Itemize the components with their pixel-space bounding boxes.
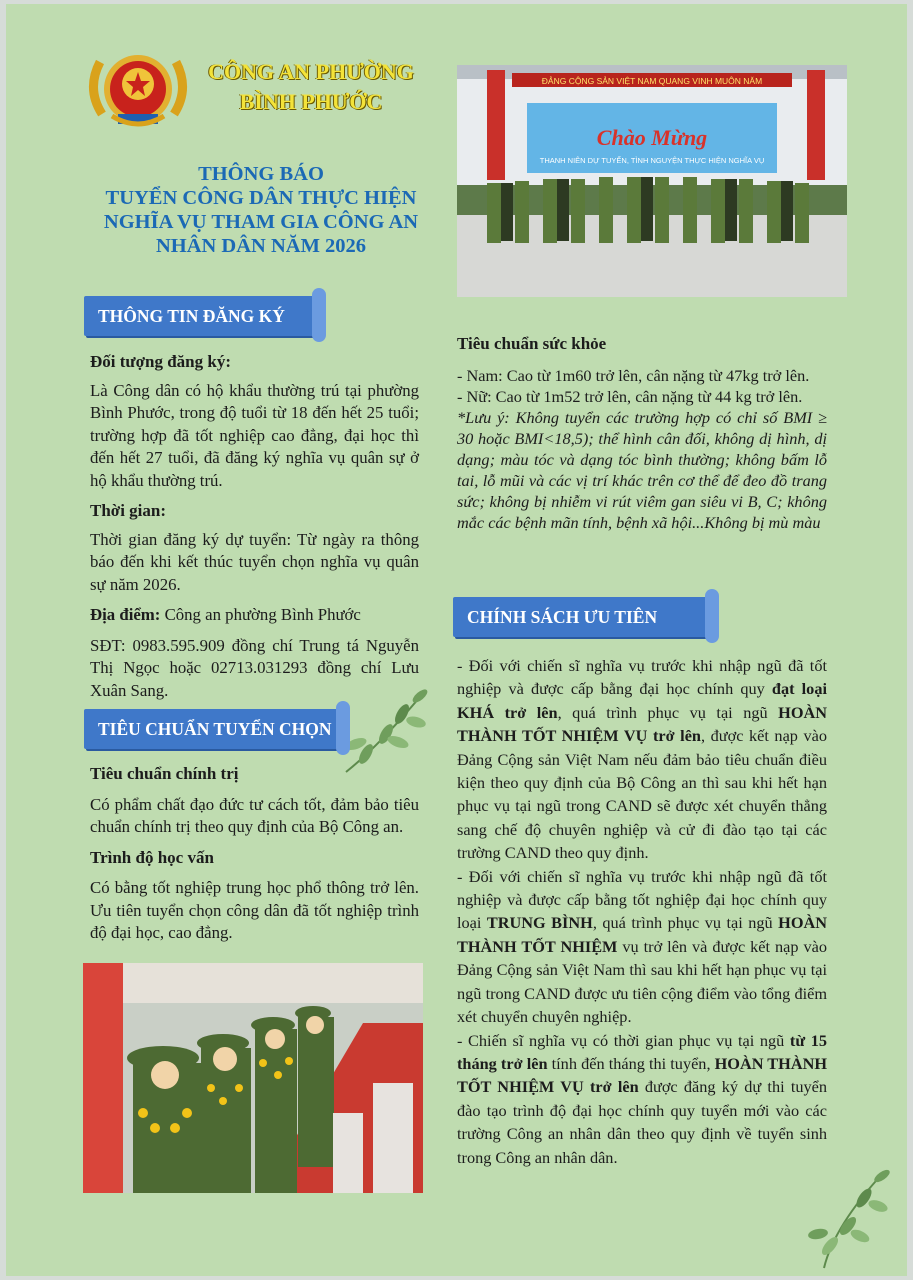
place-label: Địa điểm: xyxy=(90,605,161,624)
policy-emphasis: đạt loại KHÁ trở lên xyxy=(457,679,827,722)
notice-title-line: TUYỂN CÔNG DÂN THỰC HIỆN xyxy=(105,187,417,209)
policy-banner xyxy=(453,597,711,637)
subject-text: Là Công dân có hộ khẩu thường trú tại phường Bình Phước, trong độ tuổi từ 18 đến hết 25 tuổi; trường hợp đã tốt nghiệp cao đẳng, đại học thì đến hết 27 tuổi, đã đăng ký nghĩa vụ quân sự ở hộ khẩu thường trú. xyxy=(90,380,419,490)
criteria-banner xyxy=(84,709,342,749)
place-line xyxy=(90,604,419,627)
policy-text: , quá trình phục vụ tại ngũ xyxy=(557,702,779,722)
criteria-banner-label: TIÊU CHUẨN TUYỂN CHỌN xyxy=(98,719,332,739)
recruits-parade-photo xyxy=(83,963,423,1193)
notice-title-line: NHÂN DÂN NĂM 2026 xyxy=(155,235,367,257)
banner-scroll-curl xyxy=(336,701,350,755)
policy-text: , quá trình phục vụ tại ngũ xyxy=(592,913,779,933)
health-title: Tiêu chuẩn sức khỏe xyxy=(457,334,607,353)
policy-item-2 xyxy=(457,865,827,1029)
political-text: Có phẩm chất đạo đức tư cách tốt, đảm bảo tiêu chuẩn chính trị theo quy định của Bộ Công an. xyxy=(90,794,419,836)
registration-section xyxy=(90,351,419,702)
policy-text: - Đối với chiến sĩ nghĩa vụ trước khi nhập ngũ đã tốt nghiệp và được cấp bằng đại học chính quy xyxy=(457,656,827,699)
organization-name xyxy=(196,57,426,117)
policy-banner-label: CHÍNH SÁCH ƯU TIÊN xyxy=(467,607,658,627)
policy-emphasis: HOÀN THÀNH TỐT NHIỆM xyxy=(457,913,827,956)
registration-banner-label: THÔNG TIN ĐĂNG KÝ xyxy=(98,306,285,326)
police-emblem-icon xyxy=(82,44,194,134)
health-section xyxy=(457,333,827,533)
banner-scroll-curl xyxy=(312,288,326,342)
photo-top-banner: ĐẢNG CỘNG SẢN VIỆT NAM QUANG VINH MUÔN NĂM xyxy=(541,76,763,86)
org-line-2: BÌNH PHƯỚC xyxy=(239,89,383,114)
notice-title xyxy=(66,162,456,258)
policy-section xyxy=(457,654,827,1169)
criteria-section xyxy=(90,763,419,945)
registration-banner xyxy=(84,296,318,336)
policy-emphasis: HOÀN THÀNH TỐT NHIỆM VỤ trở lên xyxy=(457,1053,828,1097)
subject-title: Đối tượng đăng ký: xyxy=(90,352,232,371)
health-note: *Lưu ý: Không tuyển các trường hợp có chỉ số BMI ≥ 30 hoặc BMI<18,5); thể hình cân đối, không dị hình, dị dạng; màu tóc và dạng tóc bình thường; không bấm lỗ tai, lỗ mũi và các vị trí khác trên cơ thể để đeo đồ trang sức; không bị nhiễm vi rút viêm gan siêu vi B, C; không mắc các bệnh mãn tính, bệnh xã hội...Không bị mù màu xyxy=(457,408,827,532)
notice-title-line: NGHĨA VỤ THAM GIA CÔNG AN xyxy=(103,211,419,233)
policy-text: , được kết nạp vào Đảng Cộng sản Việt Nam nếu đảm bảo tiêu chuẩn điều kiện theo quy định của Bộ Công an thì sau khi hết hạn phục vụ tại ngũ trong CAND sẽ được xét chuyển thẳng sang chế độ chuyên nghiệp và cử đi đào tạo tại các trường CAND theo quy định. xyxy=(457,726,828,863)
policy-text: - Đối với chiến sĩ nghĩa vụ trước khi nhập ngũ đã tốt nghiệp và được cấp bằng tốt nghiệp đại học chính quy loại xyxy=(457,866,827,933)
recruits-ceremony-photo xyxy=(457,65,847,297)
policy-text: được đăng ký dự thi tuyển đào tạo trình độ đại học chính quy tuyển mới vào các trường Công an nhân dân theo quy định về tuyển sinh trong Công an nhân dân. xyxy=(457,1077,827,1167)
policy-emphasis: HOÀN THÀNH TỐT NHIỆM VỤ trở lên xyxy=(457,702,827,746)
photo-welcome-text: Chào Mừng xyxy=(596,125,708,150)
notice-title-line: THÔNG BÁO xyxy=(198,163,324,185)
education-text: Có bằng tốt nghiệp trung học phổ thông trở lên. Ưu tiên tuyển chọn công dân đã tốt nghiệp trình độ đại học, cao đẳng. xyxy=(90,878,419,942)
place-value: Công an phường Bình Phước xyxy=(160,605,361,624)
flyer-page xyxy=(6,4,907,1276)
policy-text: vụ trở lên và được kết nạp vào Đảng Cộng sản Việt Nam thì sau khi hết hạn phục vụ tại ngũ trong CAND được ưu tiên cộng điểm vào tổng điểm xét chuyển chuyên nghiệp. xyxy=(457,936,828,1027)
education-title: Trình độ học vấn xyxy=(90,847,214,867)
org-line-1: CÔNG AN PHƯỜNG xyxy=(208,59,414,84)
health-female: - Nữ: Cao từ 1m52 trở lên, cân nặng từ 44 kg trở lên. xyxy=(457,387,803,406)
policy-emphasis: TRUNG BÌNH xyxy=(486,913,593,933)
phone-text: SĐT: 0983.595.909 đồng chí Trung tá Nguyễn Thị Ngọc hoặc 02713.031293 đồng chí Lưu Xuân Sang. xyxy=(90,635,419,700)
leaf-branch-icon xyxy=(804,1166,894,1270)
photo-subtitle: THANH NIÊN DỰ TUYỂN, TÌNH NGUYỆN THỰC HIỆN NGHĨA VỤ xyxy=(539,156,765,165)
time-title: Thời gian: xyxy=(90,501,167,520)
political-title: Tiêu chuẩn chính trị xyxy=(90,764,239,783)
health-male: - Nam: Cao từ 1m60 trở lên, cân nặng từ 47kg trở lên. xyxy=(457,366,810,385)
policy-item-3 xyxy=(457,1029,827,1169)
time-text: Thời gian đăng ký dự tuyển: Từ ngày ra thông báo đến khi kết thúc tuyển chọn nghĩa vụ quân sự năm 2026. xyxy=(90,529,419,594)
policy-text: - Chiến sĩ nghĩa vụ có thời gian phục vụ tại ngũ xyxy=(457,1030,790,1050)
policy-item-1 xyxy=(457,654,827,865)
policy-emphasis: từ 15 tháng trở lên xyxy=(457,1030,828,1073)
banner-scroll-curl xyxy=(705,589,719,643)
policy-text: tính đến tháng thi tuyển, xyxy=(547,1053,715,1073)
